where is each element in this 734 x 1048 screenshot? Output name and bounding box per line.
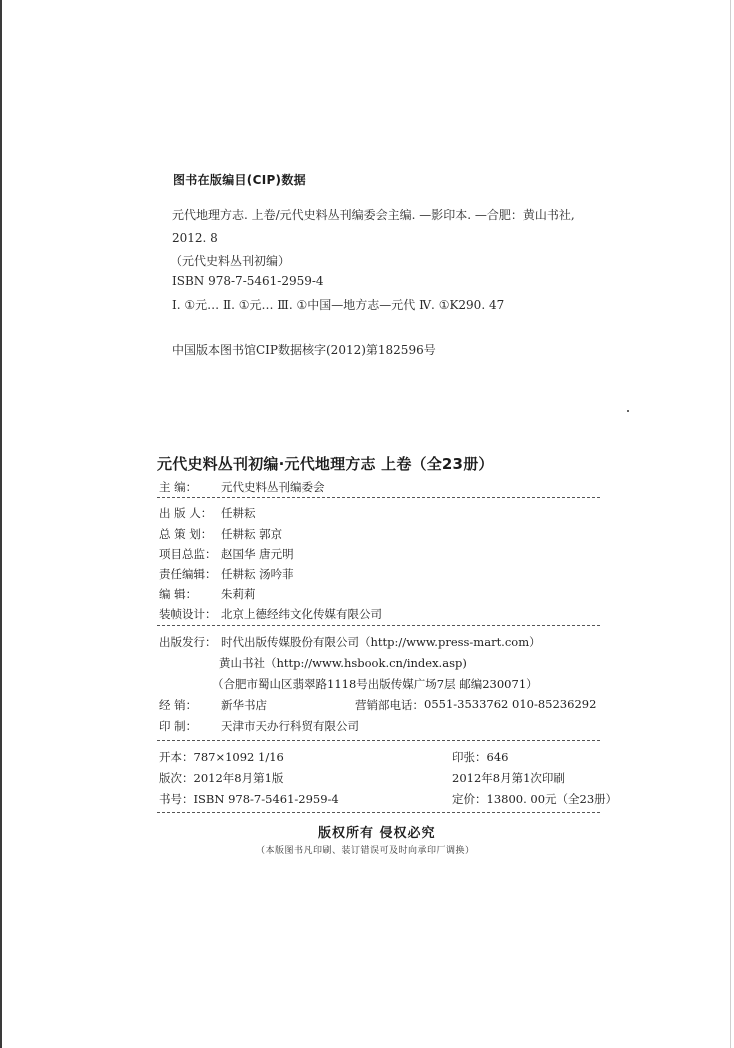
sales-phone-label: 营销部电话： xyxy=(355,698,424,712)
divider-2 xyxy=(157,625,600,626)
publisher-line-1: 时代出版传媒股份有限公司（http://www.press-mart.com） xyxy=(221,635,541,649)
chief-editor-row xyxy=(159,479,325,495)
sheets-spec: 印张：646 xyxy=(452,750,509,764)
printer-label: 印 制： xyxy=(159,719,198,733)
publisher-label: 出版发行： xyxy=(159,635,217,649)
credit-value: 任耕耘 汤吟菲 xyxy=(221,567,294,581)
divider-1 xyxy=(157,497,600,498)
price-spec: 定价：13800. 00元（全23册） xyxy=(452,792,618,806)
credit-label: 责任编辑： xyxy=(159,567,217,581)
credit-label: 项目总监： xyxy=(159,547,217,561)
credit-value: 任耕耘 xyxy=(221,506,256,520)
chief-editor-value: 元代史料丛刊编委会 xyxy=(221,480,325,494)
credit-label: 装帧设计： xyxy=(159,607,217,621)
credit-value: 朱莉莉 xyxy=(221,587,256,601)
credit-row xyxy=(159,566,294,582)
cip-line-4: ISBN 978-7-5461-2959-4 xyxy=(172,274,324,288)
cip-line-5: Ⅰ. ①元… Ⅱ. ①元… Ⅲ. ①中国—地方志—元代 Ⅳ. ①K290. 47 xyxy=(172,298,505,312)
divider-4 xyxy=(157,812,600,813)
sales-phone-row xyxy=(355,697,596,713)
credit-row xyxy=(159,505,256,521)
credit-row xyxy=(159,586,256,602)
credit-label: 总 策 划： xyxy=(159,527,213,541)
scan-speck xyxy=(627,410,629,412)
copyright-title: 版权所有 侵权必究 xyxy=(318,826,436,841)
credit-label: 编 辑： xyxy=(159,587,198,601)
isbn-spec: 书号：ISBN 978-7-5461-2959-4 xyxy=(159,792,339,806)
format-spec: 开本：787×1092 1/16 xyxy=(159,750,284,764)
credit-value: 任耕耘 郭京 xyxy=(221,527,283,541)
distributor-value: 新华书店 xyxy=(221,698,267,712)
cip-line-3: （元代史料丛刊初编） xyxy=(170,254,291,268)
credit-row xyxy=(159,526,282,542)
distributor-row xyxy=(159,697,267,713)
publisher-row xyxy=(159,634,541,650)
credit-row xyxy=(159,606,382,622)
sales-phone-value: 0551-3533762 010-85236292 xyxy=(424,697,597,711)
scan-edge-right xyxy=(730,0,731,1048)
cip-line-1: 元代地理方志. 上卷/元代史料丛刊编委会主编. —影印本. —合肥：黄山书社, xyxy=(172,208,575,222)
copyright-note: （本版图书凡印刷、装订错误可及时向承印厂调换） xyxy=(256,846,475,856)
printer-value: 天津市天办行科贸有限公司 xyxy=(221,719,359,733)
edition-spec: 版次：2012年8月第1版 xyxy=(159,771,284,785)
scan-edge-left xyxy=(0,0,2,1048)
chief-editor-label: 主 编： xyxy=(159,480,198,494)
credit-row xyxy=(159,546,294,562)
distributor-label: 经 销： xyxy=(159,698,198,712)
book-title: 元代史料丛刊初编·元代地理方志 上卷（全23册） xyxy=(157,455,494,473)
credit-label: 出 版 人： xyxy=(159,506,213,520)
cip-verification: 中国版本图书馆CIP数据核字(2012)第182596号 xyxy=(172,343,436,357)
printer-row xyxy=(159,718,359,734)
credit-value: 北京上德经纬文化传媒有限公司 xyxy=(221,607,382,621)
cip-heading: 图书在版编目(CIP)数据 xyxy=(173,173,306,187)
credit-value: 赵国华 唐元明 xyxy=(221,547,294,561)
publisher-line-2: 黄山书社（http://www.hsbook.cn/index.asp) xyxy=(219,656,467,670)
publisher-line-3: （合肥市蜀山区翡翠路1118号出版传媒广场7层 邮编230071） xyxy=(212,677,538,691)
cip-line-2: 2012. 8 xyxy=(172,231,218,245)
impression-spec: 2012年8月第1次印刷 xyxy=(452,771,565,785)
divider-3 xyxy=(157,740,600,741)
